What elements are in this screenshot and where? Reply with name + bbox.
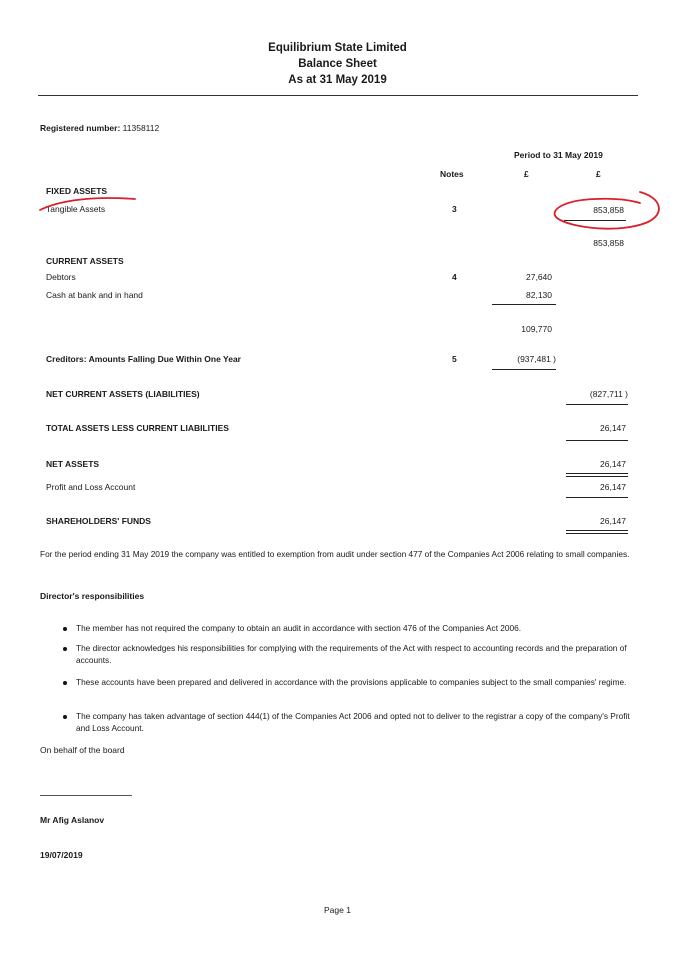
page-number: Page 1 xyxy=(324,905,351,915)
bullet-item-1: The member has not required the company to obtain an audit in accordance with section 476 of the Companies Act 2006. xyxy=(76,623,522,633)
net-assets-label: NET ASSETS xyxy=(46,459,100,469)
tangible-assets-label: Tangible Assets xyxy=(46,204,106,214)
period-header: Period to 31 May 2019 xyxy=(514,150,603,160)
cash-label: Cash at bank and in hand xyxy=(46,290,143,300)
currency-col-a: £ xyxy=(524,169,529,179)
total-assets-underline xyxy=(566,440,628,441)
on-behalf-text: On behalf of the board xyxy=(40,745,125,755)
current-assets-subtotal: 109,770 xyxy=(521,324,552,334)
fixed-assets-subtotal: 853,858 xyxy=(593,238,624,248)
shareholders-underline-2 xyxy=(566,533,628,534)
creditors-underline xyxy=(492,369,556,370)
signature-line xyxy=(40,795,132,796)
creditors-value: (937,481 ) xyxy=(517,354,556,364)
company-name: Equilibrium State Limited xyxy=(268,42,407,54)
tangible-assets-note: 3 xyxy=(452,204,457,214)
net-assets-underline-2 xyxy=(566,476,628,477)
document-title: Balance Sheet xyxy=(298,58,377,70)
net-assets-underline-1 xyxy=(566,473,628,474)
net-current-underline xyxy=(566,404,628,405)
profit-loss-underline xyxy=(566,497,628,498)
exemption-statement: For the period ending 31 May 2019 the company was entitled to exemption from audit under section 477 of the Companies Act 2006 relating to small companies. xyxy=(40,549,630,559)
tangible-assets-value: 853,858 xyxy=(593,205,624,215)
debtors-value: 27,640 xyxy=(526,272,552,282)
shareholders-funds-value: 26,147 xyxy=(600,516,626,526)
signature-date: 19/07/2019 xyxy=(40,850,83,860)
net-current-assets-label: NET CURRENT ASSETS (LIABILITIES) xyxy=(46,389,200,399)
bullet-dot xyxy=(63,681,67,685)
debtors-note: 4 xyxy=(452,272,457,282)
registered-label: Registered number: xyxy=(40,123,121,133)
bullet-item-3: These accounts have been prepared and delivered in accordance with the provisions applicable to companies subject to the small companies' regime. xyxy=(76,677,627,687)
creditors-note: 5 xyxy=(452,354,457,364)
registered-value: 11358112 xyxy=(122,123,160,133)
net-assets-value: 26,147 xyxy=(600,459,626,469)
fixed-assets-heading: FIXED ASSETS xyxy=(46,186,108,196)
director-name: Mr Afig Aslanov xyxy=(40,815,105,825)
net-current-assets-value: (827,711 ) xyxy=(589,389,628,399)
header-divider xyxy=(38,95,638,96)
bullet-item-4: The company has taken advantage of section 444(1) of the Companies Act 2006 and opted not to deliver to the registrar a copy of the company's Profit and Loss Account. xyxy=(76,711,630,733)
bullet-dot xyxy=(63,715,67,719)
cash-value: 82,130 xyxy=(526,290,552,300)
currency-col-b: £ xyxy=(596,169,601,179)
document-date: As at 31 May 2019 xyxy=(288,74,387,86)
current-assets-underline xyxy=(492,304,556,305)
creditors-label: Creditors: Amounts Falling Due Within One Year xyxy=(46,354,241,364)
notes-header: Notes xyxy=(440,169,464,179)
shareholders-funds-label: SHAREHOLDERS' FUNDS xyxy=(46,516,151,526)
shareholders-underline-1 xyxy=(566,530,628,531)
directors-heading: Director's responsibilities xyxy=(40,591,145,601)
profit-loss-value: 26,147 xyxy=(600,482,626,492)
bullet-item-2: The director acknowledges his responsibilities for complying with the requirements of the Act with respect to accounting records and the preparation of accounts. xyxy=(76,643,627,665)
total-assets-label: TOTAL ASSETS LESS CURRENT LIABILITIES xyxy=(46,423,229,433)
debtors-label: Debtors xyxy=(46,272,76,282)
tangible-underline xyxy=(564,220,626,221)
bullet-dot xyxy=(63,647,67,651)
bullet-dot xyxy=(63,627,67,631)
registered-number xyxy=(40,123,159,133)
total-assets-value: 26,147 xyxy=(600,423,626,433)
profit-loss-label: Profit and Loss Account xyxy=(46,482,136,492)
current-assets-heading: CURRENT ASSETS xyxy=(46,256,124,266)
